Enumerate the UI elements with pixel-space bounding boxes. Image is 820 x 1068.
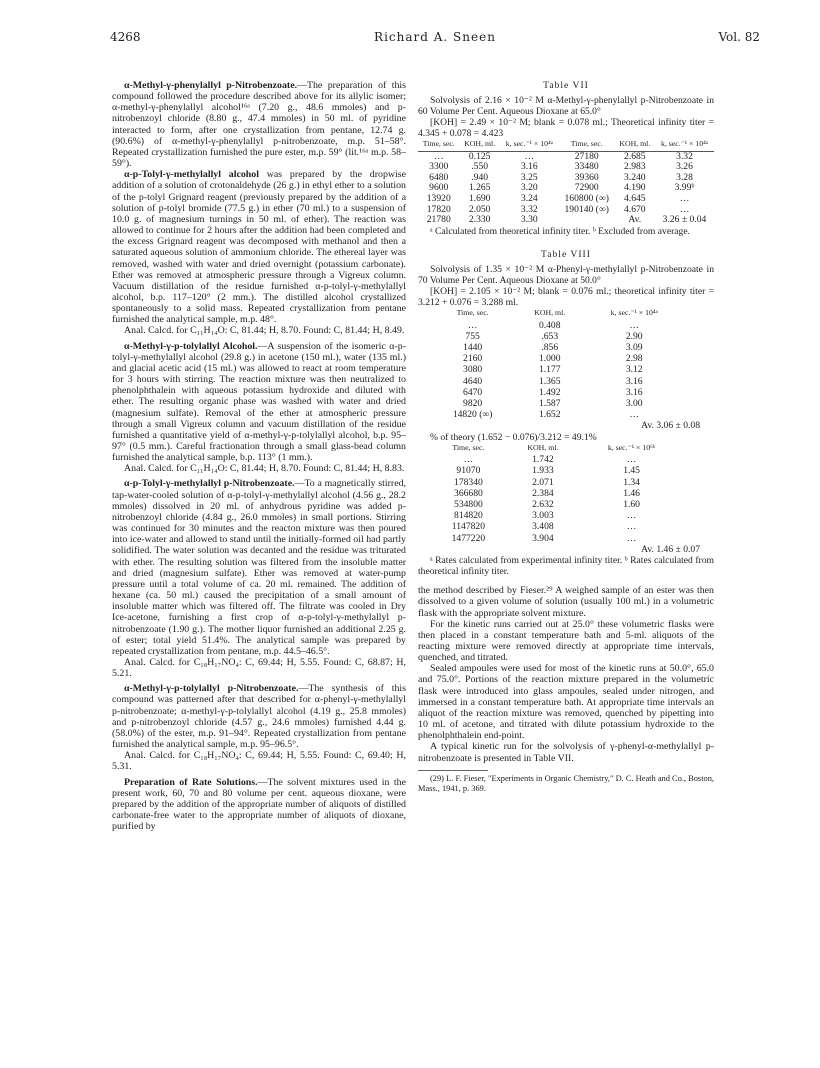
- table-cell: 1477220: [451, 532, 486, 544]
- table-cell: 0.125: [468, 150, 491, 162]
- table-cell: 2.632: [532, 498, 554, 510]
- table-cell: 13920: [426, 193, 451, 205]
- table-cell: 1.652: [538, 409, 561, 421]
- table-cell: 3.32: [520, 203, 538, 215]
- table-cell: [559, 215, 615, 226]
- table-vii-label: Table VII: [543, 80, 589, 91]
- table-cell: 534800: [454, 498, 483, 510]
- column-header: Time, sec.: [452, 442, 485, 452]
- paragraph-text: —The preparation of this compound followed the procedure described above for its allylic isomer; α-methyl-γ-phenylallyl alcohol¹⁶ᵃ (7.20 g., 48.6 mmoles) and p-nitrobenzoyl chloride (8.80 g., 47.4 mmoles) in 50 ml. of pyridine interacted to form, after one crystallization from pentane, 12.74 g. (90.6%) of α-methyl-γ-phenylallyl p-nitrobenzoate, m.p. 51–58°. Repeated crystallization furnished the pure ester, m.p. 59° (lit.¹⁶ᵃ m.p. 58–59°).: [112, 80, 406, 170]
- page-number: 4268: [110, 30, 141, 44]
- table-cell: 91070: [456, 465, 481, 477]
- table-viii-part-b: [430, 443, 685, 544]
- column-header: Time, sec.: [559, 139, 615, 151]
- table-cell: 160800 (∞): [564, 193, 609, 205]
- column-header: k, sec.⁻¹ × 10⁴ᵃ: [610, 308, 658, 318]
- table-cell: 1.45: [623, 465, 640, 477]
- table-cell: 190140 (∞): [564, 203, 609, 215]
- table-row: [430, 488, 685, 499]
- column-header: k, sec.⁻¹ × 10⁶ᵇ: [607, 442, 656, 452]
- table-cell: 0.408: [538, 319, 561, 331]
- table-cell: 1.492: [538, 386, 561, 398]
- table-cell: 3.26 ± 0.04: [662, 214, 707, 226]
- table-cell: 1147820: [451, 521, 486, 533]
- table-row: [430, 477, 685, 488]
- table-row: [430, 398, 685, 409]
- table-cell: 2.384: [532, 487, 554, 499]
- table-cell: 1.265: [468, 182, 491, 194]
- table-cell: 2.98: [625, 353, 643, 365]
- table-vii-caption: Solvolysis of 2.16 × 10⁻² M α-Methyl-γ-phenylallyl p-Nitrobenzoate in 60 Volume Per Cent. Aqueous Dioxane at 65.0°: [418, 95, 714, 118]
- table-cell: …: [463, 454, 474, 466]
- paragraph: A typical kinetic run for the solvolysis of γ-phenyl-α-methylallyl p-nitrobenzoate is presented in Table VII.: [418, 741, 714, 764]
- paragraph-title: α-Methyl-γ-p-tolylallyl Alcohol.: [124, 340, 258, 352]
- volume-label: Vol. 82: [718, 30, 760, 44]
- table-header-row: [418, 139, 714, 151]
- column-header: k, sec.⁻¹ × 10⁴ᵃ: [500, 139, 559, 151]
- table-cell: .653: [541, 330, 559, 342]
- table-cell: 3.16: [625, 375, 643, 387]
- paragraph-title: α-p-Tolyl-γ-methylallyl alcohol: [124, 169, 259, 181]
- table-cell: 3.09: [625, 342, 643, 354]
- table-cell: .940: [471, 171, 489, 183]
- column-header: KOH, ml.: [534, 308, 566, 318]
- table-cell: …: [626, 510, 637, 522]
- paragraph: the method described by Fieser.²⁹ A weighed sample of an ester was then dissolved to a given volume of solution (usually 100 ml.) in a volumetric flask with the appropriate solvent mixture.: [418, 585, 714, 619]
- table-cell: …: [629, 319, 640, 331]
- table-cell: 3.904: [532, 532, 554, 544]
- paragraph-text: —The synthesis of this compound was patterned after that described for α-phenyl-γ-methylallyl p-nitrobenzoate; α-methyl-γ-p-tolylallyl alcohol (4.19 g., 25.8 mmoles) and p-nitrobenzoyl chloride (4.57 g., 24.6 mmoles) furnished 4.44 g. (58.0%) of the ester, m.p. 91–94°. Repeated crystallization from pentane furnished the analytical sample, m.p. 95–96.5°.: [112, 683, 406, 751]
- table-cell: .856: [541, 342, 559, 354]
- table-cell: 3.24: [520, 193, 538, 205]
- table-row: [430, 454, 685, 465]
- table-cell: 3080: [463, 364, 483, 376]
- paragraph-title: α-Methyl-γ-p-tolylallyl p-Nitrobenzoate.: [124, 683, 299, 695]
- paragraph-text: —The solvent mixtures used in the present work, 60, 70 and 80 volume per cent. aqueous dioxane, were prepared by the addition of the appropriate number of aliquots of distilled carbonate-free water to the appropriate number of aliquots of dioxane, purified by: [112, 776, 406, 833]
- table-cell: 814820: [454, 510, 483, 522]
- table-row: [418, 162, 714, 173]
- table-row: [430, 376, 685, 387]
- table-cell: …: [629, 409, 640, 421]
- column-header: Time, sec.: [456, 308, 489, 318]
- column-header: KOH, ml.: [527, 442, 559, 452]
- table-cell: …: [626, 454, 637, 466]
- table-cell: 2.685: [624, 150, 646, 162]
- column-header: KOH, ml.: [460, 139, 500, 151]
- table-header-row: [430, 443, 685, 455]
- table-row: [430, 353, 685, 364]
- running-author: Richard A. Sneen: [374, 30, 496, 44]
- table-cell: 9600: [429, 182, 449, 194]
- table-cell: 3.99ᵇ: [674, 182, 695, 194]
- table-cell: 9820: [463, 398, 483, 410]
- table-cell: 3.25: [520, 171, 538, 183]
- table-cell: 3.12: [625, 364, 643, 376]
- table-cell: 3.00: [625, 398, 643, 410]
- paragraph-text: —A suspension of the isomeric α-p-tolyl-γ-methylallyl alcohol (29.8 g.) in acetone (150 ml.), water (135 ml.) and glacial acetic acid (15 ml.) was allowed to react at room temperature for 3 hours with stirring. The reaction mixture was then neutralized to phenolphthalein with aqueous potassium hydroxide and diluted with ether. The resulting organic phase was washed with water and dried (magnesium sulfate). Removal of the ether at atmospheric pressure through a small Vigreux column and vacuum distillation of the residue furnished a quantitative yield of α-methyl-γ-p-tolylallyl alcohol, b.p. 95–97° (0.5 mm.). Careful fractionation through a small glass-bead column furnished the analytical sample, b.p. 113° (1 mm.).: [112, 340, 406, 464]
- table-row: [430, 499, 685, 510]
- paragraph: [112, 478, 406, 657]
- table-viii-body-a: [430, 320, 685, 421]
- paragraph: For the kinetic runs carried out at 25.0° these volumetric flasks were then placed in a constant temperature bath and 5-ml. aliquots of the reacting mixture were removed directly at appropriate time intervals, quenched, and titrated.: [418, 618, 714, 664]
- column-header: k, sec.⁻¹ × 10⁴ᵃ: [655, 139, 714, 151]
- table-cell: 1.690: [468, 193, 491, 205]
- table-cell: 4640: [463, 375, 483, 387]
- table-cell: 3.26: [676, 161, 693, 173]
- paragraph-text: was prepared by the dropwise addition of a solution of crotonaldehyde (26 g.) in ethyl ether to a solution of the p-tolyl Grignard reagent (previously prepared by the addition of a solution of p-tolyl bromide (77.5 g.) in ether (70 ml.) to a suspension of 10.0 g. of magnesium turnings in 50 ml. of ether). The reaction was allowed to continue for 2 hours after the addition had been completed and the excess Grignard reagent was decomposed with methanol and then a saturated aqueous solution of ammonium chloride. The ethereal layer was removed, washed with water and dried overnight (potassium carbonate). Ether was removed at atmospheric pressure through a Vigreux column. Vacuum distillation of the residue furnished α-p-tolyl-γ-methylallyl alcohol, b.p. 117–120° (2 mm.). The distilled alcohol crystallized spontaneously to a solid mass. Repeated crystallization from pentane furnished the analytical sample, m.p. 48°.: [112, 169, 406, 326]
- table-cell: 27180: [574, 150, 599, 162]
- table-row: [430, 387, 685, 398]
- left-column: [112, 80, 406, 832]
- table-cell: 17820: [426, 203, 451, 215]
- paragraph-title: α-p-Tolyl-γ-methylallyl p-Nitrobenzoate.: [124, 478, 295, 490]
- table-cell: …: [433, 150, 444, 162]
- paragraph: [112, 80, 406, 169]
- table-cell: 1.742: [532, 454, 554, 466]
- paragraph: [112, 777, 406, 833]
- table-row: [430, 409, 685, 420]
- table-cell: 6470: [463, 386, 483, 398]
- table-row: [430, 342, 685, 353]
- table-cell: 4.670: [624, 203, 646, 215]
- table-row: [418, 173, 714, 184]
- footnote: (29) L. F. Fieser, "Experiments in Organic Chemistry," D. C. Heath and Co., Boston, Mass., 1941, p. 369.: [418, 773, 714, 793]
- table-cell: 4.645: [624, 193, 646, 205]
- table-cell: 3.20: [520, 182, 538, 194]
- table-cell: 1.365: [538, 375, 561, 387]
- table-cell: 2.983: [624, 161, 646, 173]
- table-cell: …: [467, 319, 478, 331]
- table-cell: …: [626, 521, 637, 533]
- table-cell: …: [679, 203, 690, 215]
- paragraph: [112, 169, 406, 325]
- table-cell: 1.46: [623, 487, 640, 499]
- table-cell: 2.330: [468, 214, 491, 226]
- table-cell: …: [524, 150, 535, 162]
- paragraph: [112, 341, 406, 464]
- table-cell: 3.28: [676, 171, 693, 183]
- table-cell: …: [626, 532, 637, 544]
- table-row: [430, 465, 685, 476]
- analysis-line: Anal. Calcd. for C₁₁H₁₄O: C, 81.44; H, 8.70. Found: C, 81.44; H, 8.83.: [124, 463, 405, 475]
- table-viii-average-a: Av. 3.06 ± 0.08: [641, 420, 700, 432]
- analysis-line: Anal. Calcd. for C₁₁H₁₄O: C, 81.44; H, 8.70. Found: C, 81.44; H, 8.49.: [124, 325, 405, 337]
- table-cell: 3.408: [532, 521, 554, 533]
- paragraph-text: —To a magnetically stirred, tap-water-cooled solution of α-p-tolyl-γ-methylallyl alcohol (4.56 g., 28.2 mmoles) dissolved in 20 ml. of anhydrous pyridine was added p-nitrobenzoyl chloride (4.84 g., 26.0 mmoles) in small portions. Stirring was continued for 30 minutes and the reacton mixture was then poured into ice-water and allowed to stand until the initially-formed oil had partly solidified. The water solution was decanted and the residue was triturated with ether. The resulting solution was filtered from the insoluble matter and dried (magnesium sulfate). Ether was removed at water-pump pressure until a total volume of ca. 20 ml. remained. The addition of hexane (ca. 50 ml.) caused the precipitation of a small amount of insoluble matter which was filtered off. The filtrate was cooled in Dry Ice-acetone, furnishing a first crop of α-p-tolyl-γ-methylallyl p-nitrobenzoate (1.90 g.). The mother liquor furnished an additional 2.25 g. of ester; total yield 51.4%. The analytical sample was prepared by repeated crystallization from pentane, m.p. 44.5–46.5°.: [112, 478, 406, 657]
- table-viii-conditions: [KOH] = 2.105 × 10⁻² M; blank = 0.076 ml.; theoretical infinity titer = 3.212 + 0.076 = 3.288 ml.: [418, 286, 714, 309]
- table-viii-body-b: [430, 454, 685, 544]
- table-row: [430, 364, 685, 375]
- footnote-rule: [418, 770, 488, 771]
- table-cell: 6480: [429, 171, 449, 183]
- table-row: [430, 533, 685, 544]
- table-cell: 21780: [426, 214, 451, 226]
- table-cell: 3.240: [624, 171, 646, 183]
- table-row: [430, 510, 685, 521]
- table-cell: 3.30: [520, 214, 538, 226]
- analysis-line: Anal. Calcd. for C₁₈H₁₇NO₄: C, 69.44; H, 5.55. Found: C, 69.40; H, 5.31.: [112, 750, 406, 773]
- table-cell: 3.16: [520, 161, 538, 173]
- table-cell: 1440: [463, 342, 483, 354]
- table-cell: …: [679, 193, 690, 205]
- column-header: KOH, ml.: [615, 139, 655, 151]
- table-cell: 39360: [574, 171, 599, 183]
- table-row: [430, 320, 685, 331]
- table-vii-note: ᵃ Calculated from theoretical infinity titer. ᵇ Excluded from average.: [430, 225, 690, 237]
- table-cell: 2160: [463, 353, 483, 365]
- table-row: [418, 151, 714, 162]
- table-vii-conditions: [KOH] = 2.49 × 10⁻² M; blank = 0.078 ml.; Theoretical infinity titer = 4.345 + 0.078 = 4.423: [418, 117, 714, 140]
- table-row: [430, 331, 685, 342]
- table-cell: 3.32: [676, 150, 693, 162]
- table-viii-part-a: [430, 308, 685, 420]
- table-cell: 3.16: [625, 386, 643, 398]
- table-cell: 72900: [574, 182, 599, 194]
- table-header-row: [430, 308, 685, 320]
- table-viii-average-b: Av. 1.46 ± 0.07: [641, 543, 700, 555]
- table-vii: [418, 139, 714, 226]
- table-viii-note: ᵃ Rates calculated from experimental infinity titer. ᵇ Rates calculated from theoretical infinity titer.: [418, 554, 714, 578]
- table-viii-caption: Solvolysis of 1.35 × 10⁻² M α-Phenyl-γ-methylallyl p-Nitrobenzoate in 70 Volume Per Cent. Aqueous Dioxane at 50.0°: [418, 264, 714, 287]
- table-cell: 2.050: [468, 203, 491, 215]
- paragraph-title: Preparation of Rate Solutions.: [124, 776, 258, 788]
- table-viii-label: Table VIII: [541, 248, 591, 260]
- table-cell: 755: [465, 330, 480, 342]
- table-cell: 1.587: [538, 398, 561, 410]
- table-cell: 33480: [574, 161, 599, 173]
- table-row: [430, 521, 685, 532]
- table-cell: 1.177: [538, 364, 561, 376]
- table-cell: 1.60: [623, 498, 640, 510]
- table-vii-body: [418, 151, 714, 226]
- right-column: [418, 80, 714, 794]
- running-header: [110, 30, 760, 48]
- table-cell: 1.933: [532, 465, 554, 477]
- table-cell: 3300: [429, 161, 449, 173]
- table-cell: .550: [471, 161, 489, 173]
- table-cell: 14820 (∞): [452, 409, 493, 421]
- table-cell: 1.34: [623, 476, 640, 488]
- theory-percentage-line: % of theory (1.652 − 0.076)/3.212 = 49.1%: [430, 431, 597, 443]
- table-row: [418, 215, 714, 226]
- table-cell: 2.90: [625, 330, 643, 342]
- table-cell: 2.071: [532, 476, 554, 488]
- table-cell: 4.190: [624, 182, 646, 194]
- table-cell: 3.003: [532, 510, 554, 522]
- column-header: Time, sec.: [418, 139, 460, 151]
- paragraph: [112, 683, 406, 750]
- paragraph-title: α-Methyl-γ-phenylallyl p-Nitrobenzoate.: [124, 80, 298, 91]
- table-cell: 366680: [454, 487, 483, 499]
- table-cell: Av.: [628, 214, 642, 226]
- table-cell: 1.000: [538, 353, 561, 365]
- table-cell: 178340: [454, 476, 483, 488]
- analysis-line: Anal. Calcd. for C₁₈H₁₇NO₄: C, 69.44; H, 5.55. Found: C, 68.87; H, 5.21.: [112, 656, 406, 680]
- paragraph: Sealed ampoules were used for most of the kinetic runs at 50.0°, 65.0 and 75.0°. Portions of the reaction mixture prepared in the volumetric flask were introduced into glass ampoules, sealed under nitrogen, and immersed in a constant temperature bath. At appropriate time intervals an aliquot of the reaction mixture was removed, quenched by pipetting into 10 ml. of acetone, and titrated with dilute potassium hydroxide to the phenolphthalein end-point.: [418, 663, 714, 742]
